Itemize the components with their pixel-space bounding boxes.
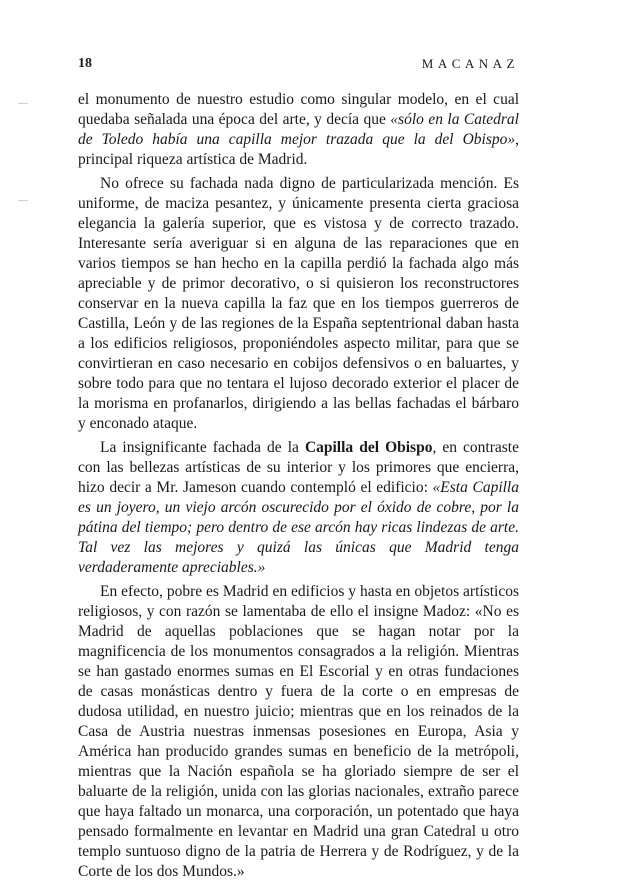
- paragraph-1-text-b: , principal riqueza artística de Madrid.: [78, 131, 519, 168]
- paragraph-3-text-b: , en contraste con las bellezas artísticas de su interior y los primores que encierra, hizo decir a Mr. Jameson cuando contempló el edificio:: [78, 439, 519, 496]
- paragraph-1-text-a: el monumento de nuestro estudio como singular modelo, en el cual quedaba señalada una época del arte, y decía que: [78, 91, 519, 128]
- paragraph-4: [78, 582, 519, 882]
- running-head: MACANAZ: [421, 56, 519, 71]
- paragraph-2-text: No ofrece su fachada nada digno de particularizada mención. Es uniforme, de maciza pesantez, y únicamente presenta cierta graciosa elegancia la galería superior, que es vistosa y de correcto trazado. Interesante sería averiguar si en alguna de las reparaciones que en varios tiempos se han hecho en la capilla perdió la fachada algo más apreciable y de primor decorativo, o si quisieron los reconstructores conservar en la nueva capilla la faz que en los tiempos guerreros de Castilla, León y de las regiones de la España septentrional daban hasta a los edificios religiosos, proponiéndoles aspecto militar, para que se convirtieran en caso necesario en cobijos defensivos o en baluartes, y sobre todo para que no tentara el lujoso decorado exterior el placer de la morisma en profanarlos, dirigiendo a las bellas fachadas el bárbaro y enconado ataque.: [78, 175, 519, 432]
- paragraph-3-quote: «Esta Capilla es un joyero, un viejo arcón oscurecido por el óxido de cobre, por la pátina del tiempo; pero dentro de ese arcón hay ricas lindezas de arte. Tal vez las mejores y quizá las únicas que Madrid tenga verdaderamente apreciables.»: [78, 479, 519, 576]
- paragraph-3-bold-name: Capilla del Obispo: [304, 439, 433, 456]
- page-number: 18: [78, 56, 92, 71]
- paragraph-1-quote: «sólo en la Catedral de Toledo había una capilla mejor trazada que la del Obispo»: [78, 111, 519, 148]
- margin-mark: [18, 200, 28, 201]
- paragraph-3: [78, 438, 519, 578]
- page-header: [78, 56, 519, 76]
- paragraph-2: [78, 174, 519, 434]
- paragraph-1: [78, 90, 519, 170]
- paragraph-4-text: En efecto, pobre es Madrid en edificios y hasta en objetos artísticos religiosos, y con razón se lamentaba de ello el insigne Madoz: «No es Madrid de aquellas poblaciones que se hagan notar por la magnificencia de los monumentos consagrados a la religión. Mientras se han gastado enormes sumas en El Escorial y en otras fundaciones de casas monásticas dentro y fuera de la corte o en empresas de dudosa utilidad, en nuestro juicio; mientras que en los reinados de la Casa de Austria nuestras inmensas posesiones en Europa, Asia y América han producido grandes sumas en beneficio de la metrópoli, mientras que la Nación española se ha gloriado siempre de ser el baluarte de la religión, unida con las glorias nacionales, extraño parece que haya faltado un monarca, una corporación, un potentado que haya pensado formalmente en levantar en Madrid una gran Catedral u otro templo suntuoso digno de la patria de Herrera y de Rodríguez, y de la Corte de los dos Mundos.»: [78, 583, 519, 880]
- paragraph-3-text-a: La insignificante fachada de la: [100, 439, 305, 456]
- body-text: [78, 90, 519, 886]
- margin-mark: [18, 103, 28, 104]
